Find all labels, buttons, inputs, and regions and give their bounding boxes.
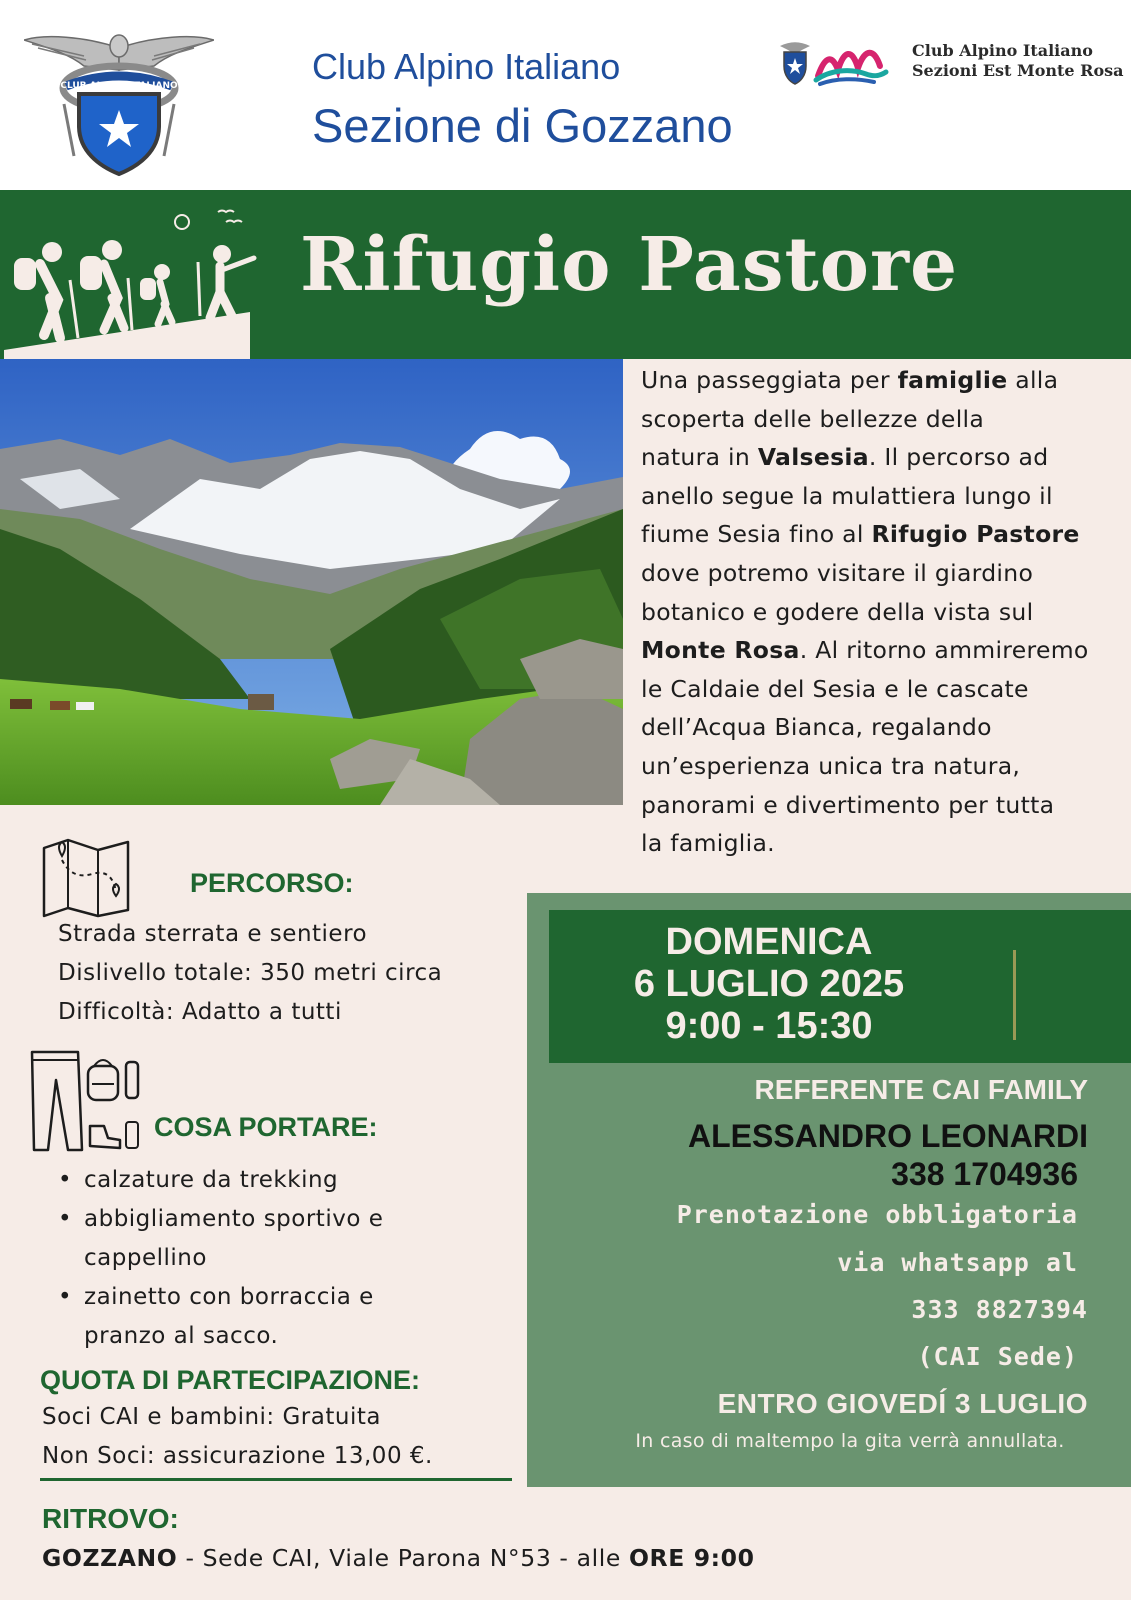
desc-line: botanico e godere della vista sul (641, 597, 1034, 626)
contact-phone: 338 1704936 (891, 1156, 1078, 1192)
partner-name-line2: Sezioni Est Monte Rosa (912, 61, 1124, 80)
mountain-landscape-photo (0, 359, 623, 805)
desc-line: Monte Rosa. Al ritorno ammireremo (641, 636, 1089, 665)
booking-phone: 333 8827394 (911, 1295, 1088, 1324)
hikers-illustration-icon (0, 200, 260, 360)
desc-line: Una passeggiata per famiglie alla (641, 366, 1059, 394)
weather-note: In caso di maltempo la gita verrà annullata. (635, 1430, 1065, 1452)
fee-title: QUOTA DI PARTECIPAZIONE: (40, 1365, 420, 1395)
event-description (641, 361, 1121, 863)
bring-item: abbigliamento sportivo e (84, 1206, 384, 1232)
desc-line: natura in Valsesia. Il percorso ad (641, 443, 1049, 472)
route-line: Strada sterrata e sentiero (58, 921, 368, 947)
desc-line: dove potremo visitare il giardino (641, 558, 1034, 587)
booking-deadline: ENTRO GIOVEDÍ 3 LUGLIO (717, 1388, 1088, 1419)
cai-eagle-logo-icon (24, 26, 214, 178)
meeting-title: RITROVO: (42, 1503, 179, 1534)
route-title: PERCORSO: (190, 868, 354, 898)
desc-line: un’esperienza unica tra natura, (641, 751, 1021, 780)
desc-line: le Caldaie del Sesia e le cascate (641, 674, 1029, 703)
event-day: DOMENICA (665, 921, 873, 963)
section-name: Sezione di Gozzano (312, 99, 733, 152)
bullet-icon: • (58, 1206, 73, 1232)
route-line: Difficoltà: Adatto a tutti (58, 999, 342, 1025)
bring-item: calzature da trekking (84, 1167, 339, 1193)
contact-name: ALESSANDRO LEONARDI (687, 1118, 1088, 1154)
bring-item-cont: pranzo al sacco. (84, 1323, 279, 1349)
bring-item: zainetto con borraccia e (84, 1284, 374, 1310)
svg-text:CLUB ALPINO ITALIANO: CLUB ALPINO ITALIANO (60, 81, 178, 91)
bullet-icon: • (58, 1284, 73, 1310)
booking-line1: Prenotazione obbligatoria (676, 1200, 1078, 1229)
event-date: 6 LUGLIO 2025 (633, 963, 905, 1005)
desc-line: dell’Acqua Bianca, regalando (641, 713, 992, 742)
divider (40, 1478, 512, 1481)
map-icon (40, 838, 132, 918)
desc-line: scoperta delle bellezze della (641, 404, 985, 433)
bring-title: COSA PORTARE: (154, 1112, 378, 1142)
fee-line: Soci CAI e bambini: Gratuita (42, 1404, 381, 1430)
booking-recipient: (CAI Sede) (917, 1342, 1078, 1371)
desc-line: panorami e divertimento per tutta (641, 790, 1055, 819)
partner-name-line1: Club Alpino Italiano (912, 41, 1093, 60)
booking-line2: via whatsapp al (837, 1248, 1078, 1277)
event-title: Rifugio Pastore (300, 222, 959, 308)
desc-line: fiume Sesia fino al Rifugio Pastore (641, 520, 1080, 549)
bring-item-cont: cappellino (84, 1245, 207, 1271)
desc-line: la famiglia. (641, 829, 775, 858)
date-accent-bar (1013, 950, 1016, 1040)
meeting-details: GOZZANO - Sede CAI, Viale Parona N°53 - alle ORE 9:00 (42, 1544, 755, 1572)
org-name: Club Alpino Italiano (312, 46, 621, 87)
event-time: 9:00 - 15:30 (665, 1005, 873, 1047)
route-line: Dislivello totale: 350 metri circa (58, 960, 443, 986)
fee-line: Non Soci: assicurazione 13,00 €. (42, 1443, 433, 1469)
bullet-icon: • (58, 1167, 73, 1193)
hiking-gear-icon (28, 1050, 144, 1156)
contact-role: REFERENTE CAI FAMILY (754, 1074, 1088, 1105)
desc-line: anello segue la mulattiera lungo il (641, 481, 1053, 510)
